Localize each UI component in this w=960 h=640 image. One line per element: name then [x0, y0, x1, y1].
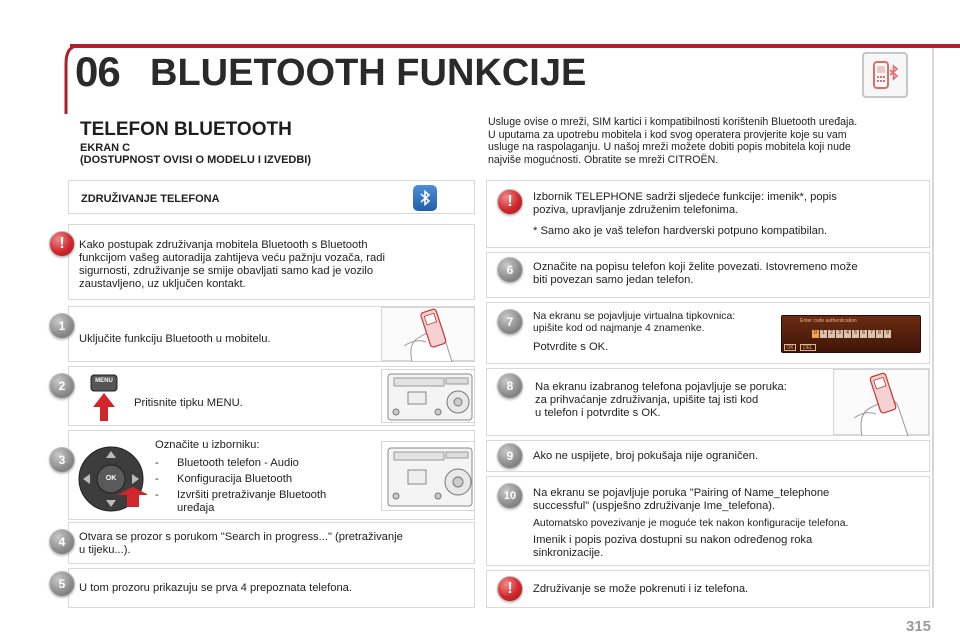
step-text: Pritisnite tipku MENU.	[134, 397, 243, 409]
step-text: Označite u izborniku:	[155, 439, 260, 451]
step-5-panel	[58, 568, 475, 608]
digit-key: 8	[876, 330, 883, 338]
warning-text	[79, 239, 385, 291]
step-number: 9	[497, 443, 523, 469]
section-subtitle-availability: (DOSTUPNOST OVISI O MODELU I IZVEDBI)	[80, 154, 312, 166]
step-text: Uključite funkciju Bluetooth u mobitelu.	[79, 333, 271, 345]
step-number: 2	[49, 373, 75, 399]
step-line: Potvrdite s OK.	[533, 341, 609, 353]
menu-line: poziva, upravljanje združenim telefonima.	[533, 204, 739, 216]
step-line: Imenik i popis poziva dostupni su nakon određenog roka	[533, 534, 813, 546]
phone-in-hand-image	[381, 307, 475, 361]
telephone-menu-panel	[486, 180, 930, 248]
list-item: - Izvršiti pretraživanje Bluetooth	[155, 489, 327, 501]
telephone-menu-text	[533, 191, 837, 238]
step-line: u tijeku...).	[79, 544, 131, 556]
intro-paragraph	[488, 116, 928, 166]
step-line: Na ekranu izabranog telefona pojavljuje se poruka:	[535, 381, 787, 393]
step-7-panel	[486, 302, 930, 364]
code-entry-screen	[781, 315, 921, 353]
step-6-panel	[486, 252, 930, 298]
menu-line: Izbornik TELEPHONE sadrži sljedeće funkcije: imenik*, popis	[533, 191, 837, 203]
final-warning-panel	[486, 570, 930, 608]
step-line: Na ekranu se pojavljuje virtualna tipkovnica:	[533, 311, 736, 322]
intro-line: usluge na raspolaganju. U našoj mreži možete dobiti popis mobitela koji nude	[488, 141, 851, 153]
intro-line: Usluge ovise o mreži, SIM kartici i kompatibilnosti korištenih Bluetooth uređaja.	[488, 116, 858, 128]
step-text	[533, 487, 848, 560]
warning-line: zaustavljeno, uz uključen kontakt.	[79, 278, 246, 290]
step-line: u telefon i potvrdite s OK.	[535, 407, 661, 419]
step-line: successful" (uspješno združivanje Ime_telefona).	[533, 500, 776, 512]
list-item: - Konfiguracija Bluetooth	[155, 473, 293, 485]
ok-button-label: OK	[105, 475, 117, 482]
step-number: 8	[497, 373, 523, 399]
warning-badge: !	[497, 576, 523, 602]
list-item-continuation: uređaja	[177, 502, 215, 514]
section-title: TELEFON BLUETOOTH	[80, 119, 292, 140]
step-1-panel	[58, 306, 475, 362]
warning-line: funkcijom vašeg autoradija zahtijeva veću pažnju vozača, radi	[79, 252, 385, 264]
chapter-number: 06	[75, 48, 120, 95]
section-subtitle: EKRAN C	[80, 142, 131, 154]
step-text	[79, 531, 403, 557]
intro-line: U uputama za upotrebu mobitela i kod svog operatera provjerite koje su vam	[488, 128, 847, 141]
menu-button-label: MENU	[95, 378, 113, 384]
step-text	[533, 261, 858, 287]
warning-line: sigurnosti, združivanje se smije obavljati samo kad je vozilo	[79, 265, 374, 277]
warning-line: Kako postupak združivanja mobitela Bluetooth s Bluetooth	[79, 239, 368, 251]
pairing-title-panel	[68, 180, 475, 214]
digit-key: 3	[836, 330, 843, 338]
menu-button-illustration	[89, 373, 119, 423]
ok-joystick-illustration	[77, 439, 147, 517]
step-line: Na ekranu se pojavljuje poruka "Pairing of Name_telephone	[533, 487, 830, 499]
intro-line: najviše mogućnosti. Obratite se mreži CITROËN.	[488, 153, 719, 166]
pairing-title: ZDRUŽIVANJE TELEFONA	[81, 193, 220, 205]
step-text: Ako ne uspijete, broj pokušaja nije ograničen.	[533, 450, 759, 462]
step-8-panel	[486, 368, 930, 436]
warning-badge: !	[497, 189, 523, 215]
step-text	[533, 311, 735, 354]
screen-del-key: DEL	[800, 344, 816, 351]
warning-badge: !	[49, 231, 75, 257]
step-line: upišite kod od najmanje 4 znamenke.	[533, 323, 705, 334]
warning-panel	[59, 224, 475, 300]
step-number: 6	[497, 257, 523, 283]
step-number: 3	[49, 447, 75, 473]
car-radio-image	[381, 441, 475, 511]
digit-key: 4	[844, 330, 851, 338]
menu-option-list	[155, 457, 326, 515]
screen-ok-key: OK	[784, 344, 796, 351]
screen-title: Enter code authentication	[800, 318, 857, 324]
final-warning-text: Združivanje se može pokrenuti i iz telefona.	[533, 583, 749, 595]
list-item: - Bluetooth telefon - Audio	[155, 457, 299, 469]
header-rule	[70, 44, 960, 48]
step-3-panel	[58, 430, 475, 520]
step-number: 7	[497, 309, 523, 335]
digit-key: 9	[884, 330, 891, 338]
step-2-panel	[58, 366, 475, 426]
car-radio-image	[381, 369, 475, 423]
step-line: Označite na popisu telefon koji želite povezati. Istovremeno može	[533, 261, 858, 273]
step-text: U tom prozoru prikazuju se prva 4 prepoznata telefona.	[79, 582, 353, 594]
digit-key: 6	[860, 330, 867, 338]
step-4-panel	[58, 522, 475, 564]
digit-key: 7	[868, 330, 875, 338]
bluetooth-icon	[413, 185, 437, 211]
step-line: za prihvaćanje združivanja, upišite taj isti kod	[535, 394, 759, 406]
page-number: 315	[906, 618, 932, 635]
step-9-panel	[486, 440, 930, 472]
digit-key: 0	[812, 330, 819, 338]
digit-key: 2	[828, 330, 835, 338]
screen-digit-row	[812, 330, 891, 338]
digit-key: 1	[820, 330, 827, 338]
menu-footnote: * Samo ako je vaš telefon hardverski potpuno kompatibilan.	[533, 225, 828, 237]
header-curve	[0, 44, 80, 114]
phone-in-hand-image	[833, 369, 929, 435]
step-text	[535, 381, 787, 420]
step-number: 1	[49, 313, 75, 339]
step-number: 4	[49, 529, 75, 555]
digit-key: 5	[852, 330, 859, 338]
step-number: 10	[497, 483, 523, 509]
step-line: biti povezan samo jedan telefon.	[533, 274, 694, 286]
chapter-title: BLUETOOTH FUNKCIJE	[150, 52, 587, 94]
margin-rule	[932, 48, 934, 608]
step-10-panel	[486, 476, 930, 566]
step-line: sinkronizacije.	[533, 547, 604, 559]
step-note: Automatsko povezivanje je moguće tek nakon konfiguracije telefona.	[533, 518, 849, 529]
step-line: Otvara se prozor s porukom "Search in progress..." (pretraživanje	[79, 531, 403, 543]
phone-bluetooth-icon	[862, 52, 908, 98]
step-number: 5	[49, 571, 75, 597]
